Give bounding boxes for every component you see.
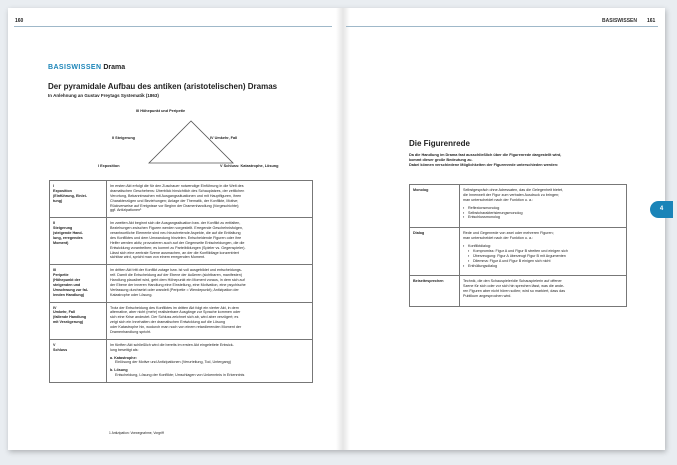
- desc-line: die Innenwelt der Figur zum verbalen Ausdruck zu bringen;: [463, 192, 560, 197]
- act-label-line: Schluss: [53, 347, 68, 352]
- figurenrede-title: Die Figurenrede: [409, 139, 470, 148]
- act-text-line: Lässt sich eine zentrale Szene ausmachen, an der die Konfliktlage konzentriert: [110, 250, 239, 255]
- act-label-line: (Einführung, Einlei-: [53, 193, 88, 198]
- sub-bullet-item: ▪ Dilemma: Figur A und Figur B einigen sich nicht: [463, 259, 623, 264]
- desc-line: Szene für sich oder vor sich hin sprechen lässt, was die ande-: [463, 284, 565, 289]
- desc-line: Rede und Gegenrede von zwei oder mehreren Figuren;: [463, 231, 554, 236]
- act-option-text: Entscheidung, Lösung der Konflikte; Umschlagen von Unkenntnis in Erkenntnis: [115, 373, 245, 378]
- act-text-line: alternative, aber nicht (mehr) realisierbare Ausgänge zur Sprache kommen oder: [110, 310, 241, 315]
- act-option-text: Einlösung der Motive und Antizipationen (Verurteilung, Tod, Untergang): [115, 360, 231, 365]
- spacer: [463, 220, 623, 223]
- bullet-item: ▪ Enthüllungsdialog: [463, 264, 623, 269]
- section-heading: [48, 64, 125, 71]
- intro-line: Da die Handlung im Drama fast ausschließlich über die Figurenrede dargestellt wird,: [409, 153, 562, 157]
- desc-line: Technik, die den Schauspieler/die Schauspielerin auf offener: [463, 279, 562, 284]
- spacer: [463, 268, 623, 271]
- act-text-line: Katastrophe oder Lösung.: [110, 292, 153, 297]
- act-text-line: Dramenhandlung spricht.: [110, 329, 152, 334]
- bullet-list: [463, 206, 623, 221]
- figurenrede-term: Beiseitesprechen: [410, 276, 460, 307]
- act-label-line: steigenden und: [53, 282, 81, 287]
- pyramid-label-right-mid: IV Umkehr, Fall: [210, 136, 238, 140]
- act-label-line: Umschwung zur fal-: [53, 287, 89, 292]
- bullet-item: ▪ Konfliktdialog:: [463, 244, 623, 249]
- act-text-line: Verfassung durchsetzt oder wandelt (Peripetie = Wendepunkt); Antizipation der: [110, 287, 239, 292]
- section-label: BASISWISSEN: [48, 64, 102, 71]
- act-text-line: Im fünften Akt schließlich wird die bereits im ersten Akt eingeleitete Entwick-: [110, 342, 234, 347]
- act-label-cell: [50, 181, 107, 218]
- right-page-header: BASISWISSEN: [602, 18, 638, 24]
- act-text-line: sichtbar wird, spricht man von einem erregenden Moment.: [110, 255, 206, 260]
- bullet-item: ▪ Entschlussmonolog: [463, 215, 623, 220]
- act-row: [50, 265, 313, 302]
- act-text-line: Beziehungen zwischen Figuren werden vorgestellt. Erregende Geschehnisfolgen,: [110, 226, 244, 231]
- pyramid-triangle: [149, 121, 233, 163]
- act-text-line: Im ersten Akt erfolgt die für den Zuschauer notwendige Einführung in die Welt des: [110, 184, 244, 188]
- figurenrede-row: [410, 185, 627, 228]
- desc-line: Selbstgespräch ohne Adressaten, das die Gelegenheit bietet,: [463, 188, 564, 192]
- act-label-cell: [50, 218, 107, 265]
- act-row: [50, 218, 313, 265]
- act-label-line: Moment): [53, 240, 69, 245]
- act-text-cell: [107, 218, 313, 265]
- act-text-line: Im dritten Akt tritt der Konflikt zutage bzw. ist voll ausgebildet und entscheidungs-: [110, 268, 242, 273]
- section-title: Drama: [103, 64, 126, 71]
- act-label-line: Umkehr, Fall: [53, 310, 75, 315]
- act-text-line: lung beseitigt als:: [110, 347, 139, 352]
- act-label-cell: [50, 265, 107, 302]
- act-label-line: mit Verzögerung): [53, 320, 84, 325]
- act-text-line: verantwortliche Elemente sind neu hinzutretende Aspekte, die auf die Entfaltung: [110, 231, 241, 235]
- desc-line: ren Figuren aber nicht hören sollen; wird so markiert, dass das: [463, 289, 566, 294]
- acts-table: [49, 180, 313, 383]
- act-label-line: II: [53, 221, 56, 226]
- figurenrede-row: [410, 276, 627, 307]
- figurenrede-term: Dialog: [410, 228, 460, 276]
- bullet-item: ▪ Reflexionsmonolog: [463, 206, 623, 211]
- act-row: [50, 302, 313, 339]
- bullet-item: ▪ Selbstcharakterisierungsmonolog: [463, 211, 623, 216]
- act-label-line: lung, erregendes: [53, 235, 83, 240]
- act-label-line: (steigende Hand-: [53, 231, 83, 235]
- act-option-head: b. Lösung: [110, 368, 128, 373]
- act-label-line: IV: [53, 305, 57, 310]
- act-text-line: der Ebene der inneren Handlung eine Einstellung, eine Motivation, eine psychische: [110, 282, 246, 287]
- footnote: 1 Antizipation: Vorwegnahme, Vorgriff: [109, 431, 164, 435]
- figurenrede-desc: [460, 185, 627, 228]
- act-text-cell: [107, 265, 313, 302]
- figurenrede-desc: [460, 228, 627, 276]
- pyramid-title: Der pyramidale Aufbau des antiken (aristotelischen) Dramas: [48, 82, 278, 91]
- act-label-line: Exposition: [53, 188, 72, 193]
- act-text-line: Helfer werden aktiv, provozieren auch auf der Gegenseite Entscheidungen, die die: [110, 240, 245, 245]
- act-text-cell: [107, 339, 313, 382]
- act-text-line: ggf. Antizipationen¹: [110, 208, 142, 213]
- act-text-line: des Konfliktes und dem Umwandung hinzielen. Entscheidende Figuren oder ihre: [110, 235, 242, 240]
- act-text-line: Verortung, Bekanntmachen mit Ausgangssituationen und mit Hauptfiguren, ihren: [110, 193, 242, 198]
- act-label-line: lenden Handlung): [53, 292, 85, 297]
- chapter-tab[interactable]: 4: [650, 201, 673, 218]
- pyramid-diagram: [146, 118, 236, 165]
- act-row: [50, 181, 313, 218]
- sub-bullet-item: ▪ Kompromiss: Figur A und Figur B streiten und einigen sich: [463, 249, 623, 254]
- act-text-line: dramatischen Geschehens: Überblick hinsichtlich des Schauplatzes, der zeitlichen: [110, 188, 245, 193]
- act-label-cell: [50, 339, 107, 382]
- bullet-list: [463, 244, 623, 268]
- act-row: [50, 339, 313, 382]
- gutter-shadow: [336, 8, 350, 450]
- act-text-line: Charakterzügen und Beziehungen; Anlage der Thematik, der Konflikte, Motive;: [110, 198, 239, 203]
- book-spread: [8, 8, 665, 450]
- sub-bullet-item: ▪ Überzeugung: Figur A überzeugt Figur B mit Argumenten: [463, 254, 623, 259]
- intro-line: kommt dieser große Bedeutung zu.: [409, 158, 473, 163]
- act-text-line: Rückverweise auf Ereignisse vor Beginn der Dramenhandlung (Vorgeschichte);: [110, 203, 240, 208]
- desc-line: man unterscheidet nach der Funktion u. a.:: [463, 236, 534, 241]
- act-text-line: Handlung plausibel wird, geht dem Höhepunkt ein Moment voraus, in dem sich auf: [110, 278, 245, 282]
- pyramid-label-left-base: I Exposition: [98, 164, 120, 168]
- act-text-cell: [107, 302, 313, 339]
- desc-line: Publikum angesprochen wird.: [463, 294, 512, 298]
- figurenrede-desc: [460, 276, 627, 307]
- act-label-line: V: [53, 342, 56, 347]
- pyramid-label-top: III Höhepunkt und Peripetie: [136, 109, 186, 113]
- figurenrede-row: [410, 228, 627, 276]
- act-text-line: oder Katastrophe hin, wodurch man noch von einem retardierenden Moment der: [110, 325, 242, 329]
- left-header-rule: [14, 18, 332, 27]
- figurenrede-intro: [409, 153, 599, 168]
- pyramid-label-right-base: V Schluss: Katastrophe, Lösung: [220, 164, 279, 168]
- act-label-line: (fallende Handlung: [53, 315, 87, 320]
- figurenrede-term: Monolog: [410, 185, 460, 228]
- act-label-line: Peripetie: [53, 273, 69, 278]
- act-option-head: a. Katastrophe:: [110, 355, 137, 360]
- spacer: [463, 299, 623, 302]
- act-text-line: Im zweiten Akt beginnt sich die Ausgangssituation bzw. der Konflikt zu entfalten,: [110, 221, 241, 226]
- act-text-line: Entwicklung vorantreiben; es kommt zu Parteibildungen (Spieler vs. Gegenspieler).: [110, 245, 246, 250]
- act-text-line: sich eine Krise andeutet. Der Schluss zeichnet sich ab, wird aber verzögert; es: [110, 315, 239, 320]
- act-text-line: reif. Damit die Entscheidung auf der Ebene der äußeren (sichtbaren, manifesten): [110, 273, 243, 278]
- right-page-number: 161: [647, 18, 656, 24]
- act-text-cell: [107, 181, 313, 218]
- desc-line: man unterscheidet nach der Funktion u. a.:: [463, 197, 534, 202]
- act-label-line: (Höhepunkt der: [53, 278, 81, 282]
- figurenrede-table: [409, 184, 627, 307]
- left-page-number: 160: [15, 18, 24, 24]
- intro-line: Dabei können verschiedene Möglichkeiten der Figurenrede unterschieden werden:: [409, 163, 559, 168]
- pyramid-label-left-mid: II Steigerung: [112, 136, 135, 140]
- act-label-line: tung): [53, 198, 63, 203]
- act-label-cell: [50, 302, 107, 339]
- act-label-line: III: [53, 268, 57, 273]
- act-text-line: Trotz der Entscheidung des Konfliktes im dritten Akt folgt ein vierter Akt, in dem: [110, 305, 239, 310]
- act-label-line: I: [53, 184, 55, 188]
- act-text-line: zeigt sich ein Innehalten der dramatischen Entwicklung auf die Lösung: [110, 320, 225, 325]
- act-label-line: Steigerung: [53, 226, 73, 231]
- pyramid-subtitle: In Anlehnung an Gustav Freytags Systematik (1863): [48, 93, 159, 98]
